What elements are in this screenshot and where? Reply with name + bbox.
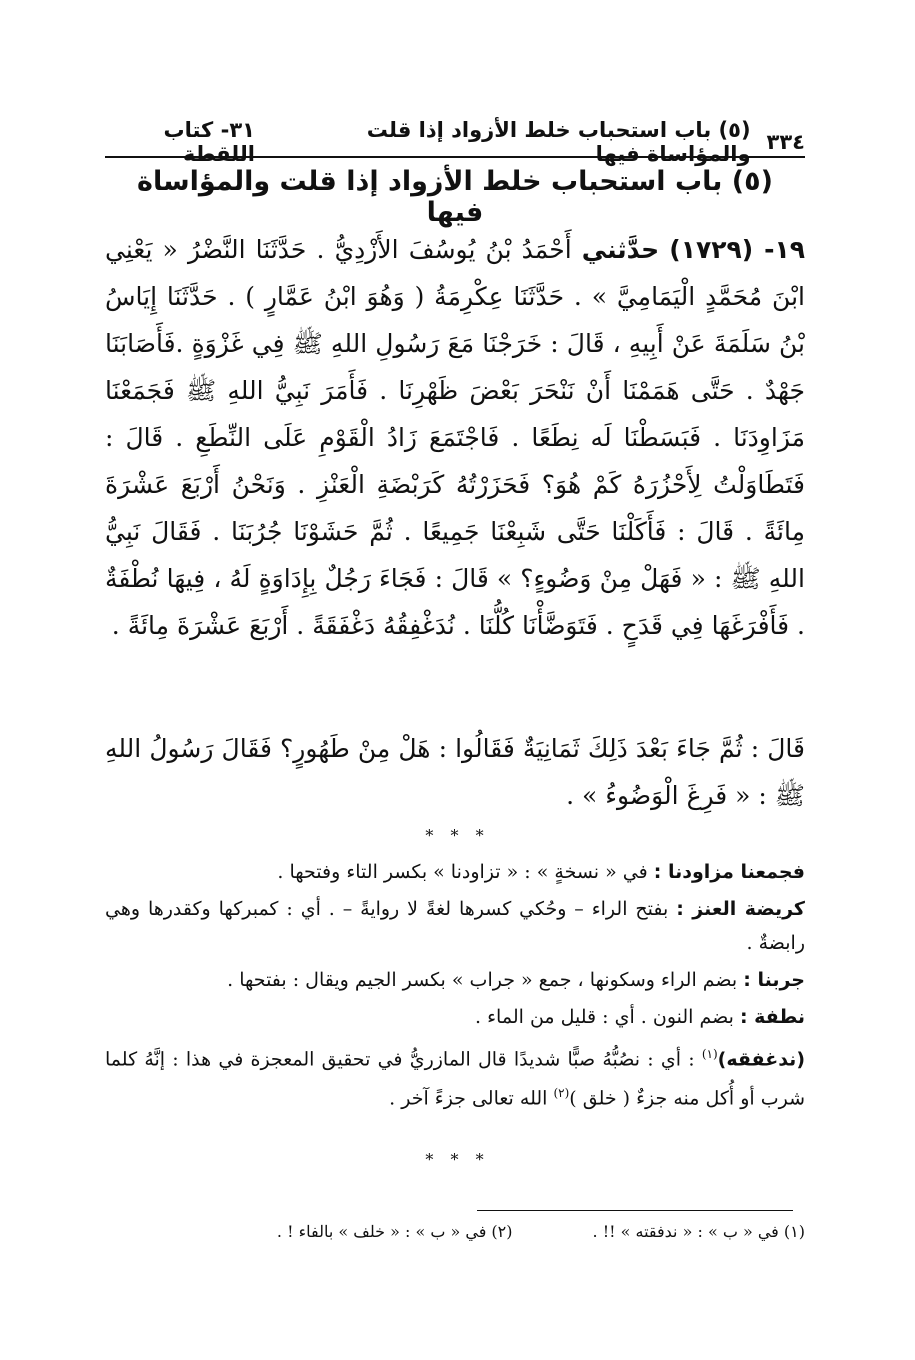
glossary-definition: : أي : نصُبُّهُ صبًّا شديدًا قال المازريُّ في تحقيق المعجزة في هذا : إنَّهُ كلما شرب أو أُكل منه جزءٌ ( خلق ): [105, 1048, 805, 1110]
footnotes: [105, 1222, 805, 1241]
header-book-title: ٣١- كتاب اللقطة: [163, 118, 255, 166]
section-separator: * * *: [425, 1150, 490, 1169]
glossary-term: فجمعنا مزاودنا :: [653, 861, 805, 883]
glossary-entry: [105, 892, 805, 960]
footnote-2: (٢) في « ب » : « خلف » بالفاء ! .: [276, 1222, 513, 1241]
header-section-title: (٥) باب استحباب خلط الأزواد إذا قلت والمؤاساة فيها: [366, 118, 751, 166]
glossary-entry: [105, 963, 805, 997]
glossary-term: نطفة :: [739, 1006, 805, 1028]
glossary-definition-end: الله تعالى جزءً آخر .: [389, 1087, 548, 1110]
glossary-definition: بضم الراء وسكونها ، جمع « جراب » بكسر الجيم ويقال : بفتحها .: [227, 969, 738, 991]
glossary-definition: بفتح الراء – وحُكي كسرها لغةً لا روايةً – . أي : كمبركها وكقدرها وهي رابضةٌ .: [105, 898, 805, 954]
footnote-ref[interactable]: (١): [701, 1047, 718, 1061]
header-divider: [105, 156, 805, 158]
glossary-term: كريضة العنز :: [676, 898, 805, 920]
hadith-intro: حدَّثني: [581, 235, 660, 264]
footnote-divider: [477, 1210, 793, 1211]
glossary-entry: [105, 1000, 805, 1034]
chapter-title: (٥) باب استحباب خلط الأزواد إذا قلت والمؤاساة فيها: [137, 166, 773, 228]
footnote-ref[interactable]: (٢): [553, 1086, 570, 1101]
hadith-text: [105, 226, 805, 649]
glossary-definition: في « نسخةٍ » : « تزاودنا » بكسر التاء وفتحها .: [277, 861, 648, 883]
glossary-entry: [105, 1037, 805, 1116]
glossary-definition: بضم النون . أي : قليل من الماء .: [475, 1006, 734, 1028]
running-header: [105, 118, 805, 166]
glossary: [105, 855, 805, 1119]
hadith-number: ١٩- (١٧٢٩): [669, 235, 805, 264]
glossary-entry: [105, 855, 805, 889]
footnote-1: (١) في « ب » : « ندفقته » !! .: [592, 1222, 805, 1241]
glossary-term: جربنا :: [743, 969, 805, 991]
section-separator: * * *: [425, 826, 490, 845]
page-number: ٣٣٤: [766, 130, 805, 154]
glossary-term: (ندغفقه): [717, 1048, 805, 1071]
hadith-continuation: قَالَ : ثُمَّ جَاءَ بَعْدَ ذَلِكَ ثَمَانِيَةٌ فَقَالُوا : هَلْ مِنْ طَهُورٍ؟ فَقَالَ رَسُولُ اللهِ ﷺ : « فَرِغَ الْوَضُوءُ » .: [105, 734, 805, 810]
hadith-main-text: أَحْمَدُ بْنُ يُوسُفَ الأَزْدِيُّ . حَدَّثَنَا النَّضْرُ « يَعْنِي ابْنَ مُحَمَّدٍ الْيَمَامِيَّ » . حَدَّثَنَا عِكْرِمَةُ ( وَهُوَ ابْنُ عَمَّارٍ ) . حَدَّثَنَا إِيَاسُ بْنُ سَلَمَةَ عَنْ أَبِيهِ ، قَالَ : خَرَجْنَا مَعَ رَسُولِ اللهِ ﷺ فِي غَزْوَةٍ .فَأَصَابَنَا جَهْدٌ . حَتَّى هَمَمْنَا أَنْ نَنْحَرَ بَعْضَ ظَهْرِنَا . فَأَمَرَ نَبِيُّ اللهِ ﷺ فَجَمَعْنَا مَزَاوِدَنَا . فَبَسَطْنَا لَه نِطَعًا . فَاجْتَمَعَ زَادُ الْقَوْمِ عَلَى النِّطَعِ . قَالَ : فَتَطَاوَلْتُ لِأَحْزُرَهُ كَمْ هُوَ؟ فَحَزَرْتُهُ كَرَبْضَةِ الْعَنْزِ . وَنَحْنُ أَرْبَعَ عَشْرَةَ مِائَةً . قَالَ : فَأَكَلْنَا حَتَّى شَبِعْنَا جَمِيعًا . ثُمَّ حَشَوْنَا جُرُبَنَا . فَقَالَ نَبِيُّ اللهِ ﷺ : « فَهَلْ مِنْ وَضُوءٍ؟ » قَالَ : فَجَاءَ رَجُلٌ بِإِدَاوَةٍ لَهُ ، فِيهَا نُطْفَةٌ . فَأَفْرَغَهَا فِي قَدَحٍ . فَتَوَضَّأْنَا كُلُّنَا . نُدَغْفِقُهُ دَغْفَقَةً . أَرْبَعَ عَشْرَةَ مِائَةً .: [105, 235, 806, 640]
